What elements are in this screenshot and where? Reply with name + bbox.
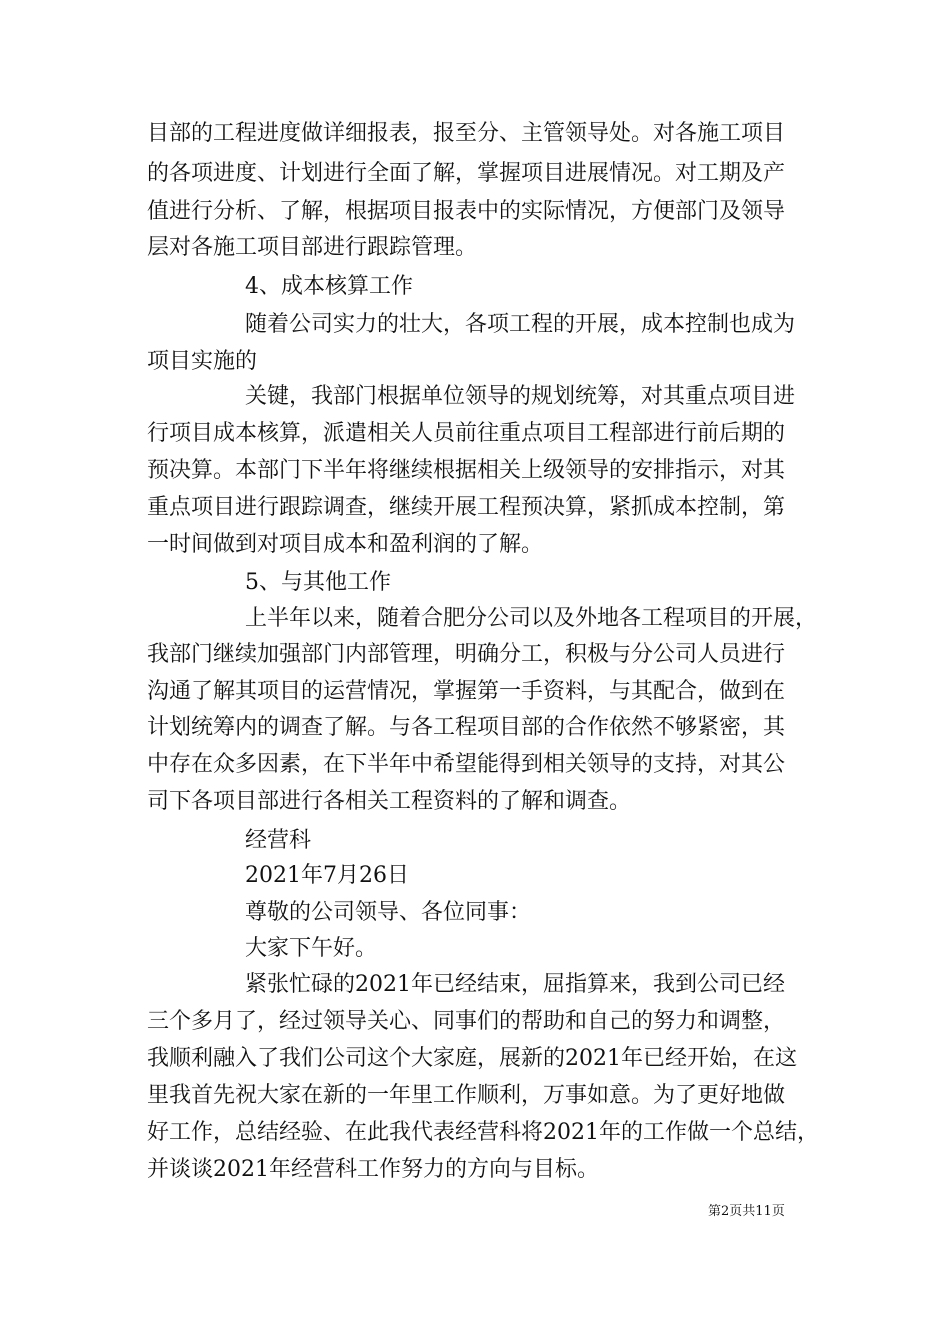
document-date: 2021年7月26日 [245,863,409,888]
department-signature: 经营科 [245,828,312,853]
text-line-27: 里我首先祝大家在新的一年里工作顺利，万事如意。为了更好地做 [147,1083,786,1108]
text-line-28: 好工作，总结经验、在此我代表经营科将2021年的工作做一个总结， [147,1120,819,1145]
text-line-15: 我部门继续加强部门内部管理，明确分工，积极与分公司人员进行 [147,642,786,667]
text-line-10: 预决算。本部门下半年将继续根据相关上级领导的安排指示，对其 [147,458,786,483]
text-line-25: 三个多月了，经过领导关心、同事们的帮助和自己的努力和调整， [147,1009,786,1034]
section-heading-other: 5、与其他工作 [245,570,391,595]
text-line-16: 沟通了解其项目的运营情况，掌握第一手资料，与其配合，做到在 [147,679,786,704]
text-line-3: 值进行分析、了解，根据项目报表中的实际情况，方便部门及领导 [147,199,786,224]
text-line-1: 目部的工程进度做详细报表，报至分、主管领导处。对各施工项目 [147,121,786,146]
salutation: 尊敬的公司领导、各位同事： [245,900,532,925]
text-line-7: 项目实施的 [147,349,258,374]
text-line-17: 计划统筹内的调查了解。与各工程项目部的合作依然不够紧密，其 [147,715,786,740]
text-line-19: 司下各项目部进行各相关工程资料的了解和调查。 [147,789,632,814]
text-line-24: 紧张忙碌的2021年已经结束，屈指算来，我到公司已经 [245,972,785,997]
text-line-6: 随着公司实力的壮大，各项工程的开展，成本控制也成为 [245,312,796,337]
text-line-29: 并谈谈2021年经营科工作努力的方向与目标。 [147,1157,599,1182]
text-line-18: 中存在众多因素，在下半年中希望能得到相关领导的支持，对其公 [147,752,786,777]
greeting: 大家下午好。 [245,936,378,961]
section-heading-cost: 4、成本核算工作 [245,274,413,299]
text-line-11: 重点项目进行跟踪调查，继续开展工程预决算，紧抓成本控制，第 [147,495,786,520]
page-number-footer: 第2页共11页 [708,1204,785,1219]
text-line-14: 上半年以来，随着合肥分公司以及外地各工程项目的开展， [245,606,818,631]
text-line-8: 关键，我部门根据单位领导的规划统筹，对其重点项目进 [245,384,796,409]
text-line-2: 的各项进度、计划进行全面了解，掌握项目进展情况。对工期及产 [147,161,786,186]
text-line-12: 一时间做到对项目成本和盈利润的了解。 [147,532,544,557]
text-line-4: 层对各施工项目部进行跟踪管理。 [147,235,478,260]
text-line-26: 我顺利融入了我们公司这个大家庭，展新的2021年已经开始，在这 [147,1046,797,1071]
text-line-9: 行项目成本核算，派遣相关人员前往重点项目工程部进行前后期的 [147,421,786,446]
